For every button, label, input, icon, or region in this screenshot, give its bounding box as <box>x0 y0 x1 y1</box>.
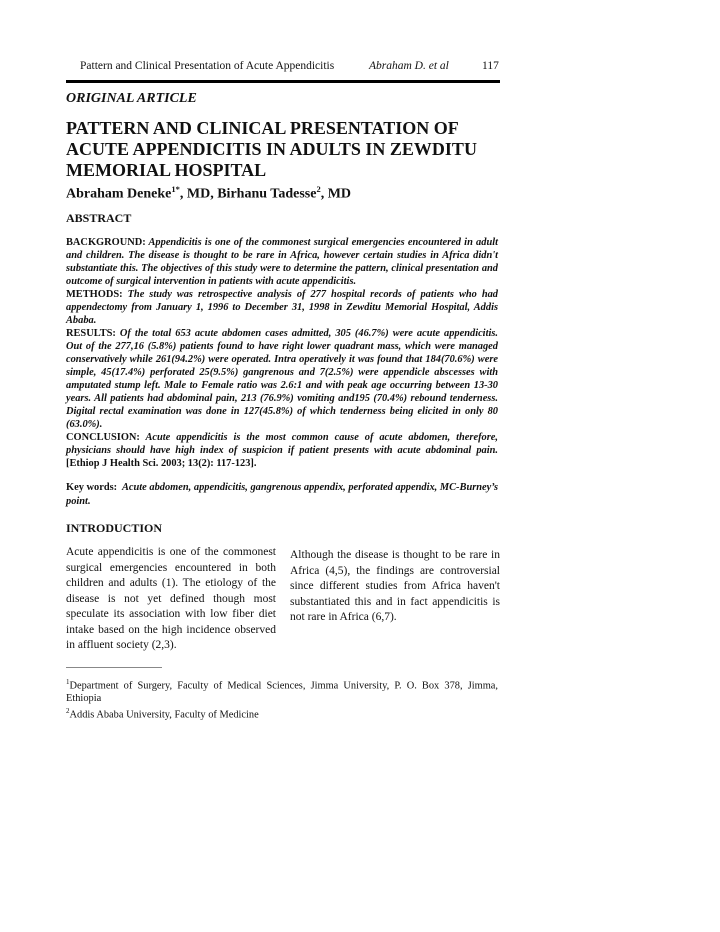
author-1: Abraham Deneke <box>66 186 172 202</box>
methods-label: METHODS: <box>66 289 123 300</box>
abstract-results <box>66 327 498 431</box>
results-label: RESULTS: <box>66 328 116 339</box>
header-rule <box>66 80 500 83</box>
abstract-body <box>66 236 498 470</box>
author-separator: , MD, <box>179 186 218 202</box>
background-text: Appendicitis is one of the commonest surgical emergencies encountered in adult and children. The disease is thought to be rare in Africa, however certain studies in Africa didn't substantiate this. The objectives of this study were to determine the pattern, clinical presentation and outcome of surgical intervention in patients with acute appendicitis. <box>66 237 498 287</box>
footnotes <box>66 676 498 722</box>
abstract-heading: ABSTRACT <box>66 211 132 225</box>
footnote-1-text: Department of Surgery, Faculty of Medical Sciences, Jimma University, P. O. Box 378, Jimma, Ethiopia <box>66 680 498 705</box>
author-1-affiliation: 1* <box>171 184 180 194</box>
footnote-rule <box>66 667 162 668</box>
introduction-left-column: Acute appendicitis is one of the commonest surgical emergencies encountered in both children and adults (1). The etiology of the disease is not yet defined though most speculate its association with low fiber diet intake based on the high incidence observed in affluent society (2,3). <box>66 546 276 651</box>
introduction-heading: INTRODUCTION <box>66 521 163 535</box>
results-text: Of the total 653 acute abdomen cases admitted, 305 (46.7%) were acute appendicitis. Out of the 277,16 (5.8%) patients found to have right lower quadrant mass, which were managed conservatively while 261(94.2%) were operated. Intra operatively it was found that 184(70.6%) were simple, 45(17.4%) perforated 25(9.5%) gangrenous and 7(2.5%) were appendicle abscesses with amputated stump left. Male to Female ratio was 2.6:1 and with peak age occurring between 13-30 years. All patients had abdominal pain, 213 (76.9%) vomiting and195 (70.4%) rebound tenderness. Digital rectal examination was done in 127(45.8%) of which tenderness being elicited in only 80 (63.0%). <box>66 328 498 430</box>
footnote-2-text: Addis Ababa University, Faculty of Medicine <box>69 709 259 721</box>
paper-title: PATTERN AND CLINICAL PRESENTATION OF ACUTE APPENDICITIS IN ADULTS IN ZEWDITU MEMORIAL HOSPITAL <box>66 118 477 180</box>
citation: [Ethiop J Health Sci. 2003; 13(2): 117-123]. <box>66 458 257 469</box>
footnote-1 <box>66 676 498 705</box>
abstract-methods <box>66 288 498 327</box>
page-number: 117 <box>482 60 499 72</box>
keywords-text: Acute abdomen, appendicitis, gangrenous appendix, perforated appendix, MC-Burney’s point. <box>66 482 499 507</box>
running-head-author: Abraham D. et al <box>369 60 449 72</box>
abstract-conclusion <box>66 431 498 470</box>
article-type: ORIGINAL ARTICLE <box>66 91 197 106</box>
footnote-2-marker: 2 <box>66 707 70 716</box>
methods-text: The study was retrospective analysis of 277 hospital records of patients who had appendectomy from January 1, 1996 to December 31, 1998 in Zewditu Memorial Hospital, Addis Ababa. <box>66 289 499 326</box>
author-line <box>66 184 351 203</box>
author-2: Birhanu Tadesse <box>217 186 317 202</box>
keywords: Key words: Acute abdomen, appendicitis, gangrenous appendix, perforated appendix, MC-Burney’s point. <box>66 482 499 507</box>
background-label: BACKGROUND: <box>66 237 146 248</box>
footnote-1-marker: 1 <box>66 678 70 686</box>
conclusion-text: Acute appendicitis is the most common cause of acute abdomen, therefore, physicians should have high index of suspicion if patient presents with acute abdominal pain. <box>66 432 498 456</box>
author-2-affiliation: 2 <box>316 184 321 194</box>
introduction-right-column: Although the disease is thought to be rare in Africa (4,5), the findings are controversial since different studies from Africa haven't substantiated this and in fact appendicitis is not rare in Africa (6,7). <box>290 549 500 623</box>
abstract-background <box>66 236 498 288</box>
author-suffix: , MD <box>320 186 352 202</box>
conclusion-label: CONCLUSION: <box>66 432 140 443</box>
footnote-2 <box>66 705 498 721</box>
keywords-label: Key words <box>66 482 114 493</box>
running-head-title: Pattern and Clinical Presentation of Acute Appendicitis <box>80 60 335 72</box>
